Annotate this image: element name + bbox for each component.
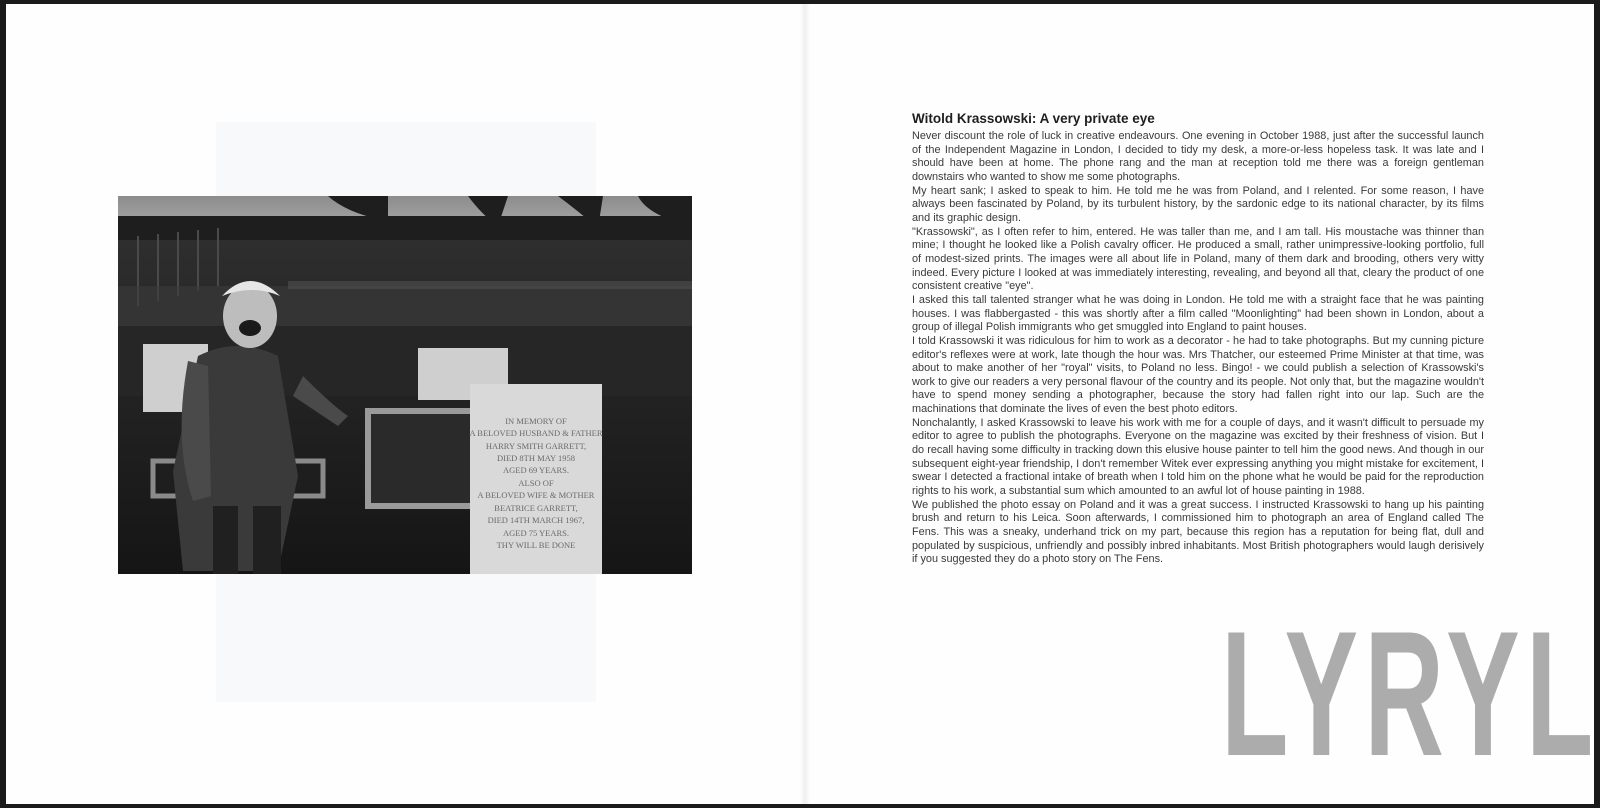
headstone-line: HARRY SMITH GARRETT, [485,441,587,451]
article-paragraph: We published the photo essay on Poland and it was a great success. I instructed Krassowski to hang up his painting brush and return to his Leica. Soon afterwards, I commissioned him to photograph an area of England called The Fens. This was a sneaky, underhand trick on my part, because this region has a reputation for being flat, dull and populated by suspicious, unfriendly and possibly inbred inhabitants. Most British photographers would laugh derisively if you suggested they do a photo story on The Fens. [912,498,1484,566]
article-paragraph: Nonchalantly, I asked Krassowski to leave his work with me for a couple of days, and it wasn't difficult to persuade my editor to agree to publish the photographs. Everyone on the magazine was excited by their freshness of vision. But I do recall having some difficulty in tracking down this elusive house painter to tell him the good news. And though in our subsequent eight-year friendship, I don't remember Witek ever expressing anything you might mistake for excitement, I swear I detected a fractional intake of breath when I told him on the phone what he would be paid for the reproduction rights to his work, a substantial sum which amounted to an awful lot of house painting in 1988. [912,416,1484,498]
article-title: Witold Krassowski: A very private eye [912,111,1155,126]
article-paragraph: My heart sank; I asked to speak to him. He told me he was from Poland, and I relented. For some reason, I have always been fascinated by Poland, by its turbulent history, by the sardonic edge to its national character, by its films and its graphic design. [912,184,1484,224]
headstone-line: AGED 75 YEARS. [502,528,570,538]
article-paragraph: Never discount the role of luck in creative endeavours. One evening in October 1988, just after the successful launch of the Independent Magazine in London, I decided to tidy my desk, a more-or-less hopeless task. It was late and I should have been at home. The phone rang and the man at reception told me there was a foreign gentleman downstairs who wanted to show me some photographs. [912,130,1484,183]
headstone-line: IN MEMORY OF [505,416,567,426]
headstone-line: A BELOVED HUSBAND & FATHER [469,428,603,438]
headstone-line: ALSO OF [518,478,554,488]
headstone-line: DIED 14TH MARCH 1967, [487,515,585,525]
article-paragraph: I told Krassowski it was ridiculous for him to work as a decorator - he had to take photographs. But my cunning picture editor's reflexes were at work, late though the hour was. Mrs Thatcher, our esteemed Prime Minister at that time, was about to make another of her "royal" visits, to Poland no less. Bingo! - we could publish a selection of Krassowski's work to give our readers a very personal flavour of the country and its people. Not only that, but the magazine wouldn't have to spend money sending a photographer, because the story had fallen right into our lap. Such are the machinations that dominate the lives of even the best photo editors. [912,334,1484,416]
article-paragraph: "Krassowski", as I often refer to him, entered. He was taller than me, and I am tall. His moustache was thinner than mine; I thought he looked like a Polish cavalry officer. He produced a small, rather unimpressive-looking portfolio, full of modest-sized prints. The images were all about life in Poland, many of them dark and brooding, others very witty indeed. Every picture I looked at was immediately interesting, revealing, and beyond all that, cleary the product of one consistent creative "eye". [912,225,1484,293]
page-fold [800,4,810,804]
headstone-line: DIED 8TH MAY 1958 [497,453,575,463]
cemetery-photograph [118,196,692,574]
headstone-line: BEATRICE GARRETT, [494,503,578,513]
article [912,111,1484,567]
headstone-line: A BELOVED WIFE & MOTHER [477,490,595,500]
article-paragraph: I asked this tall talented stranger what he was doing in London. He told me with a straight face that he was painting houses. I was flabbergasted - this was shortly after a film called "Moonlighting" had been shown in London, about a group of illegal Polish immigrants who get smuggled into England to paint houses. [912,293,1484,334]
book-spread [6,4,1600,804]
watermark: LYRYL [1221,594,1600,793]
headstone-line: THY WILL BE DONE [496,540,576,550]
headstone-line: AGED 69 YEARS. [502,465,570,475]
